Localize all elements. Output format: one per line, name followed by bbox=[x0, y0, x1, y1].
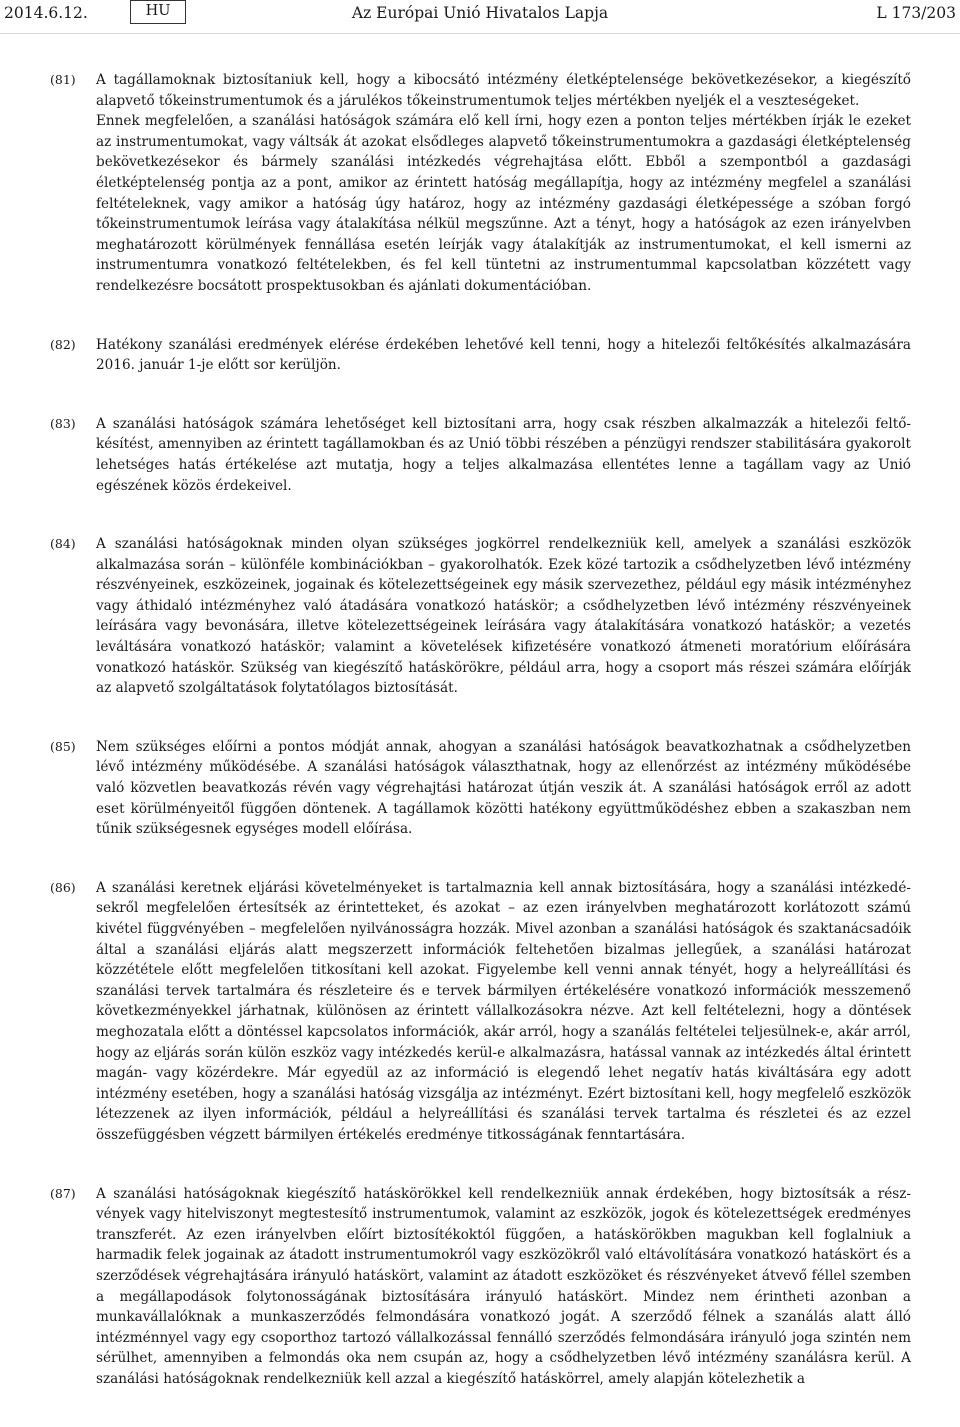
recital-text bbox=[96, 878, 911, 1146]
page-header bbox=[0, 0, 960, 30]
header-divider bbox=[0, 33, 960, 34]
recital-text bbox=[96, 737, 911, 840]
recital-81 bbox=[0, 70, 960, 297]
recital-number: (84) bbox=[50, 536, 76, 552]
recital-sentence: A szanálási hatóságok számára lehetőséget kell biztosítani arra, hogy csak részben alkalmazzák a hitelezői feltőkésítést, amennyiben az érintett tagállamokban és az Unió többi részében a pénzügyi rendszer stabilitására gyakorolt lehetséges hatás értékelése azt mutatja, hogy a teljes alkalmazása ellentétes lenne a tagállam vagy az Unió egészének közös érdekeivel. bbox=[96, 415, 911, 494]
recital-sentence: Ennek megfelelően, a szanálási hatóságok számára elő kell írni, hogy ezen a ponton teljes mértékben írják le ezeket az instrumentumokat, vagy váltsák át azokat elsődleges alapvető tőkeinstrumentumokra a gazdasági életképtelenség bekövetkezésekor és bármely szanálási intézkedés végrehajtása előtt. Ebből a szempontból a gazdasági életképtelenség pontja az a pont, amikor az érintett hatóság megállapítja, hogy az intézmény megfelel a szanálási feltételeknek, vagy amikor a hatóság úgy határoz, hogy az intézmény gazdasági életképessége a szóban forgó tőkeinstrumentumok leírása vagy átalakítása nélkül megszűnne. Azt a tényt, hogy a hatóságok az ezen irányelvben meghatározott körülmények fennállása esetén leírják vagy átalakítják az instrumentumokat, el kell ismerni az instrumentumra vonatkozó feltételekben, és fel kell tüntetni az instrumentummal kapcsolatban közzétett vagy rendelkezésre bocsátott prospektusokban és ajánlati dokumentációban. bbox=[96, 113, 911, 294]
recital-number: (83) bbox=[50, 415, 76, 431]
language-badge: HU bbox=[130, 0, 186, 24]
recital-number: (85) bbox=[50, 738, 76, 754]
recital-number: (86) bbox=[50, 879, 76, 895]
recital-text bbox=[96, 70, 911, 297]
recital-text bbox=[96, 335, 911, 376]
recital-text bbox=[96, 414, 911, 496]
recital-84 bbox=[0, 534, 960, 699]
recital-83 bbox=[0, 414, 960, 496]
publication-date: 2014.6.12. bbox=[4, 4, 88, 22]
recital-sentence: A szanálási hatóságoknak kiegészítő hatáskörökkel kell rendelkezniük annak érdekében, hogy biztosítsák a részvények vagy hitelviszonyt megtestesítő instrumentumok, valamint az eszközök, jogok és kötelezettségek eredményes transzferét. Az ezen irányelvben előírt biztosítékoktól függően, a hatáskörökben magukban kell foglalniuk a harmadik felek jogainak az átadott instrumentumokról vagy eszközökről való eltávolítására vonatkozó hatáskört és a szerződések végrehajtására irányuló hatáskört, valamint az átadott eszközöket és részvényeket átvevő féllel szemben a megállapodások folytonosságának biztosítására irányuló hatáskört. Mindez nem érintheti azonban a munkavállalóknak a munkaszerződés felmondására vonatkozó jogát. A szerződő félnek a szanálás alatt álló intézménnyel vagy egy csoporthoz tartozó vállalkozással fennálló szerződés felmondására irányuló joga szintén nem sérülhet, amennyiben a felmondás oka nem csupán az, hogy a csődhelyzetben lévő intézmény szanálásra kerül. A szanálási hatóságoknak rendelkezniük kell azzal a kiegészítő hatáskörrel, amely alapján kötelezhetik a bbox=[96, 1185, 911, 1387]
recital-82 bbox=[0, 335, 960, 376]
recital-sentence: Hatékony szanálási eredmények elérése érdekében lehetővé kell tenni, hogy a hitelezői feltőkésítés alkalmazására 2016. január 1-je előtt sor kerüljön. bbox=[96, 336, 911, 374]
recital-86 bbox=[0, 878, 960, 1146]
recital-text bbox=[96, 1184, 911, 1390]
journal-title: Az Európai Unió Hivatalos Lapja bbox=[351, 4, 609, 22]
recital-text bbox=[96, 534, 911, 699]
recital-sentence: A szanálási keretnek eljárási követelményeket is tartalmaznia kell annak biztosítására, hogy a szanálási intézkedésekről megfelelően értesítsék az érintetteket, és azokat – az ezen irányelvben meghatározott korlátozott számú kivétel függvényében – megfelelően nyilvánosságra hozzák. Mivel azonban a szanálási hatóságok és szaktanácsadóik által a szanálási eljárás alatt megszerzett információk feltehetően bizalmas jellegűek, a szanálási határozat közzététele előtt megfelelően titkosítani kell azokat. Figyelembe kell venni annak tényét, hogy a helyreállítási és szanálási tervek tartalmára és részleteire és e tervek bármilyen értékelésére vonatkozó információk messzemenő következményekkel járhatnak, különösen az érintett vállalkozásokra nézve. Azt kell feltételezni, hogy a döntések meghozatala előtt a döntéssel kapcsolatos információk, akár arról, hogy a szanálás feltételei teljesülnek-e, akár arról, hogy az eljárás során külön eszköz vagy intézkedés kerül-e alkalmazásra, hatással vannak az intézkedés által érintett magán- vagy közérdekre. Már egyedül az az információ is elegendő lehet negatív hatás kiváltására egy adott intézmény esetében, hogy a szanálási hatóság vizsgálja az intézményt. Ezért biztosítani kell, hogy megfelelő eszközök létezzenek az ilyen információk, például a helyreállítási és szanálási tervek tartalma és részletei és az ezzel összefüggésben végzett bármilyen értékelés eredménye titkosságának fenntartására. bbox=[96, 879, 911, 1143]
recital-sentence: A tagállamoknak biztosítaniuk kell, hogy a kibocsátó intézmény életképtelensége bekövetkezésekor, a kiegészítő alapvető tőkeinstrumentumok és a járulékos tőkeinstrumentumok teljes mértékben nyeljék el a veszteségeket. bbox=[96, 72, 911, 109]
document-body bbox=[0, 70, 960, 1427]
recital-87 bbox=[0, 1184, 960, 1390]
recital-sentence: Nem szükséges előírni a pontos módját annak, ahogyan a szanálási hatóságok beavatkozhatnak a csődhelyzetben lévő intézmény működésébe. A szanálási hatóságok választhatnak, hogy az ellenőrzést az intézmény működésébe való közvetlen beavatkozás révén vagy végrehajtási határozat útján veszik át. A szanálási hatóságok erről az adott eset körülményeitől függően döntenek. A tagállamok közötti hatékony együttműködéshez ebben a szakaszban nem tűnik szükségesnek egységes modell előírása. bbox=[96, 738, 911, 838]
recital-number: (81) bbox=[50, 72, 76, 87]
recital-number: (82) bbox=[50, 336, 76, 352]
recital-sentence: A szanálási hatóságoknak minden olyan szükséges jogkörrel rendelkezniük kell, amelyek a szanálási eszközök alkalmazása során – különféle kombinációkban – gyakorolhatók. Ezek közé tartozik a csődhelyzetben lévő intézmény részvényeinek, eszközeinek, jogainak és kötelezettségeinek egy másik szervezethez, például egy másik intézményhez vagy áthidaló intézményhez való átadására vonatkozó hatáskör; a csődhelyzetben lévő intézmény részvényeinek leírására vagy bevonására, illetve kötelezettségeinek leírására vagy átalakítására vonatkozó hatáskör; a vezetés leváltására vonatkozó hatáskör; valamint a követelések kifizetésére vonatkozó átmeneti moratórium előírására vonatkozó hatáskör. Szükség van kiegészítő hatáskörökre, például arra, hogy a csoport más részei számára előírják az alapvető szolgáltatások folytatólagos biztosítását. bbox=[96, 536, 911, 697]
recital-number: (87) bbox=[50, 1185, 76, 1201]
recital-85 bbox=[0, 737, 960, 840]
page-reference: L 173/203 bbox=[876, 4, 956, 22]
